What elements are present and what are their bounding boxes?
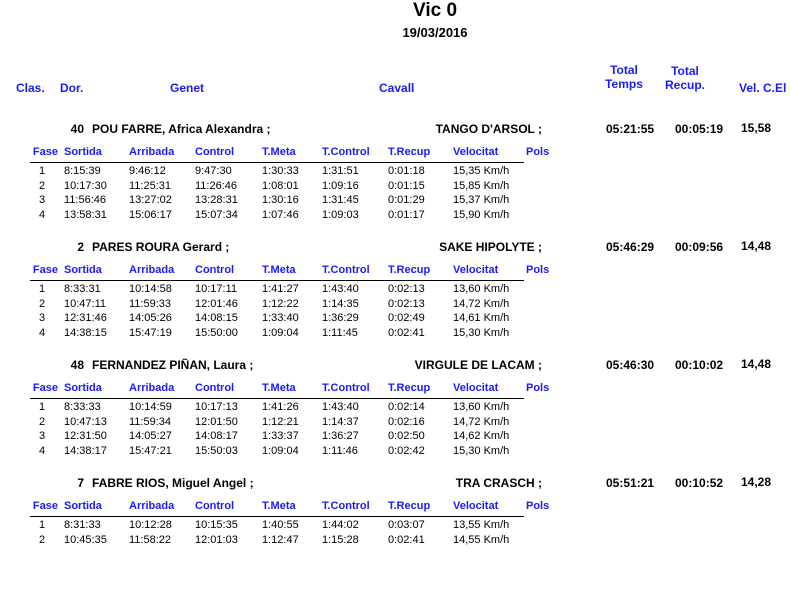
phase-cell: 13:27:02 bbox=[129, 194, 172, 206]
phase-cell: 10:45:35 bbox=[64, 533, 107, 546]
phase-header-tcontrol: T.Control bbox=[322, 264, 370, 276]
phase-cell: 0:03:07 bbox=[388, 519, 425, 531]
phase-header-fase: Fase bbox=[32, 382, 58, 394]
col-total-recup-line2: Recup. bbox=[664, 78, 705, 92]
phase-cell: 10:12:28 bbox=[129, 519, 172, 531]
phase-cell: 14:05:27 bbox=[129, 430, 172, 442]
phase-cell: 1:14:37 bbox=[322, 415, 359, 428]
phase-cell: 1:09:16 bbox=[322, 179, 359, 192]
phase-cell: 15:07:34 bbox=[195, 208, 238, 221]
phase-cell: 1:31:45 bbox=[322, 194, 359, 206]
phase-cell: 0:02:14 bbox=[388, 401, 425, 413]
phase-cell: 1:43:40 bbox=[322, 401, 359, 413]
total-recup: 00:10:52 bbox=[675, 476, 724, 490]
phase-cell: 1 bbox=[38, 283, 46, 295]
phase-header-rule bbox=[30, 398, 524, 399]
phase-cell: 1:07:46 bbox=[262, 208, 299, 221]
phase-header-fase: Fase bbox=[32, 500, 58, 512]
phase-cell: 10:17:11 bbox=[195, 283, 238, 295]
phase-cell: 3 bbox=[38, 194, 46, 206]
phase-cell: 1:09:04 bbox=[262, 326, 299, 339]
col-total-recup bbox=[659, 64, 711, 92]
phase-cell: 1:15:28 bbox=[322, 533, 359, 546]
phase-header-rule bbox=[30, 280, 524, 281]
rider-name: PARES ROURA Gerard ; bbox=[92, 240, 230, 254]
phase-cell: 0:02:41 bbox=[388, 326, 425, 339]
horse-name: VIRGULE DE LACAM ; bbox=[414, 358, 542, 372]
phase-cell: 2 bbox=[38, 297, 46, 310]
phase-cell: 1:31:51 bbox=[322, 165, 359, 177]
phase-header-tmeta: T.Meta bbox=[262, 382, 296, 394]
phase-header-pols: Pols bbox=[526, 500, 550, 512]
phase-header-velocitat: Velocitat bbox=[453, 382, 499, 394]
col-total-temps bbox=[598, 63, 650, 91]
phase-cell: 1:41:27 bbox=[262, 283, 299, 295]
col-dor: Dor. bbox=[60, 81, 84, 95]
phase-cell: 11:25:31 bbox=[129, 179, 172, 192]
phase-header-trecup: T.Recup bbox=[388, 500, 431, 512]
phase-header-control: Control bbox=[195, 264, 235, 276]
rider-name: POU FARRE, Africa Alexandra ; bbox=[92, 122, 271, 136]
phase-cell: 1 bbox=[38, 165, 46, 177]
phase-cell: 8:33:31 bbox=[64, 283, 101, 295]
phase-cell: 15:50:03 bbox=[195, 444, 238, 457]
phase-cell: 15,30 Km/h bbox=[453, 444, 510, 457]
phase-cell: 15:50:00 bbox=[195, 326, 238, 339]
phase-cell: 1:14:35 bbox=[322, 297, 359, 310]
phase-header-tcontrol: T.Control bbox=[322, 382, 370, 394]
phase-header-sortida: Sortida bbox=[64, 264, 102, 276]
col-clas: Clas. bbox=[16, 81, 45, 95]
total-recup: 00:10:02 bbox=[675, 358, 724, 372]
phase-cell: 9:47:30 bbox=[195, 165, 232, 177]
phase-cell: 14:38:17 bbox=[64, 444, 107, 457]
phase-cell: 15:06:17 bbox=[129, 208, 172, 221]
phase-header-velocitat: Velocitat bbox=[453, 146, 499, 158]
phase-header-pols: Pols bbox=[526, 264, 550, 276]
phase-cell: 8:31:33 bbox=[64, 519, 101, 531]
phase-header-pols: Pols bbox=[526, 146, 550, 158]
report-title: Vic 0 bbox=[412, 0, 458, 21]
phase-cell: 1:43:40 bbox=[322, 283, 359, 295]
phase-cell: 10:17:13 bbox=[195, 401, 238, 413]
phase-cell: 0:02:50 bbox=[388, 430, 425, 442]
phase-cell: 15,37 Km/h bbox=[453, 194, 510, 206]
phase-cell: 15:47:21 bbox=[129, 444, 172, 457]
phase-cell: 0:02:41 bbox=[388, 533, 425, 546]
phase-header-arribada: Arribada bbox=[129, 264, 175, 276]
phase-header-fase: Fase bbox=[32, 146, 58, 158]
phase-cell: 12:01:03 bbox=[195, 533, 238, 546]
horse-name: TRA CRASCH ; bbox=[455, 476, 542, 490]
phase-cell: 15,90 Km/h bbox=[453, 208, 510, 221]
total-recup: 00:05:19 bbox=[675, 122, 724, 136]
phase-cell: 15,35 Km/h bbox=[453, 165, 510, 177]
average-speed: 14,48 bbox=[741, 239, 772, 253]
phase-header-trecup: T.Recup bbox=[388, 264, 431, 276]
phase-cell: 14:08:17 bbox=[195, 430, 238, 442]
phase-cell: 8:15:39 bbox=[64, 165, 101, 177]
rider-name: FABRE RIOS, Miguel Angel ; bbox=[92, 476, 254, 490]
phase-cell: 2 bbox=[38, 533, 46, 546]
col-total-recup-line1: Total bbox=[671, 64, 699, 78]
phase-cell: 4 bbox=[38, 208, 46, 221]
phase-cell: 1:36:27 bbox=[322, 430, 359, 442]
phase-header-rule bbox=[30, 516, 524, 517]
phase-cell: 10:47:11 bbox=[64, 297, 107, 310]
col-genet: Genet bbox=[170, 81, 205, 95]
phase-cell: 9:46:12 bbox=[129, 165, 166, 177]
average-speed: 14,48 bbox=[741, 357, 772, 371]
phase-header-control: Control bbox=[195, 500, 235, 512]
phase-cell: 14,61 Km/h bbox=[453, 312, 510, 324]
phase-cell: 1:11:45 bbox=[322, 326, 358, 339]
total-time: 05:46:30 bbox=[606, 358, 655, 372]
phase-cell: 1:33:37 bbox=[262, 430, 299, 442]
phase-cell: 4 bbox=[38, 444, 46, 457]
phase-cell: 15,85 Km/h bbox=[453, 179, 510, 192]
phase-cell: 1:40:55 bbox=[262, 519, 299, 531]
col-total-temps-line1: Total bbox=[610, 63, 638, 77]
report-date: 19/03/2016 bbox=[402, 25, 468, 40]
phase-cell: 13:28:31 bbox=[195, 194, 238, 206]
average-speed: 15,58 bbox=[741, 121, 772, 135]
phase-cell: 1:09:04 bbox=[262, 444, 299, 457]
phase-header-tmeta: T.Meta bbox=[262, 146, 296, 158]
phase-cell: 0:02:13 bbox=[388, 297, 425, 310]
rider-name: FERNANDEZ PIÑAN, Laura ; bbox=[92, 358, 254, 372]
phase-header-tcontrol: T.Control bbox=[322, 146, 370, 158]
dorsal-number: 48 bbox=[70, 358, 84, 372]
phase-cell: 0:02:42 bbox=[388, 444, 425, 457]
phase-header-control: Control bbox=[195, 146, 235, 158]
phase-cell: 15,30 Km/h bbox=[453, 326, 510, 339]
phase-cell: 1:41:26 bbox=[262, 401, 299, 413]
dorsal-number: 2 bbox=[77, 240, 84, 254]
phase-header-tmeta: T.Meta bbox=[262, 500, 296, 512]
phase-header-sortida: Sortida bbox=[64, 146, 102, 158]
average-speed: 14,28 bbox=[741, 475, 772, 489]
phase-cell: 14:08:15 bbox=[195, 312, 238, 324]
phase-header-rule bbox=[30, 162, 524, 163]
phase-header-pols: Pols bbox=[526, 382, 550, 394]
phase-header-trecup: T.Recup bbox=[388, 382, 431, 394]
phase-header-sortida: Sortida bbox=[64, 500, 102, 512]
phase-cell: 12:31:50 bbox=[64, 430, 107, 442]
phase-cell: 2 bbox=[38, 415, 46, 428]
phase-cell: 12:31:46 bbox=[64, 312, 107, 324]
phase-cell: 1:44:02 bbox=[322, 519, 359, 531]
phase-cell: 13:58:31 bbox=[64, 208, 107, 221]
phase-cell: 13,60 Km/h bbox=[453, 401, 510, 413]
phase-cell: 8:33:33 bbox=[64, 401, 101, 413]
total-time: 05:21:55 bbox=[606, 122, 655, 136]
phase-cell: 4 bbox=[38, 326, 46, 339]
phase-cell: 11:56:46 bbox=[64, 194, 107, 206]
phase-header-arribada: Arribada bbox=[129, 500, 175, 512]
phase-cell: 1 bbox=[38, 519, 46, 531]
phase-cell: 1:12:21 bbox=[262, 415, 299, 428]
phase-cell: 11:59:33 bbox=[129, 297, 172, 310]
col-cavall: Cavall bbox=[379, 81, 415, 95]
total-recup: 00:09:56 bbox=[675, 240, 724, 254]
phase-cell: 1:30:33 bbox=[262, 165, 299, 177]
phase-cell: 1:11:46 bbox=[322, 444, 358, 457]
horse-name: TANGO D'ARSOL ; bbox=[435, 122, 542, 136]
rider-block bbox=[0, 357, 791, 475]
dorsal-number: 40 bbox=[70, 122, 84, 136]
phase-cell: 0:01:18 bbox=[388, 165, 425, 177]
phase-header-sortida: Sortida bbox=[64, 382, 102, 394]
phase-header-arribada: Arribada bbox=[129, 146, 175, 158]
dorsal-number: 7 bbox=[77, 476, 84, 490]
col-total-temps-line2: Temps bbox=[605, 77, 643, 91]
phase-cell: 13,55 Km/h bbox=[453, 519, 510, 531]
phase-header-arribada: Arribada bbox=[129, 382, 175, 394]
phase-header-control: Control bbox=[195, 382, 235, 394]
phase-cell: 12:01:46 bbox=[195, 297, 238, 310]
phase-header-velocitat: Velocitat bbox=[453, 264, 499, 276]
phase-header-velocitat: Velocitat bbox=[453, 500, 499, 512]
phase-cell: 1:09:03 bbox=[322, 208, 359, 221]
phase-cell: 0:01:29 bbox=[388, 194, 425, 206]
phase-cell: 10:14:58 bbox=[129, 283, 172, 295]
phase-cell: 1:12:47 bbox=[262, 533, 299, 546]
phase-cell: 0:01:15 bbox=[388, 179, 425, 192]
total-time: 05:51:21 bbox=[606, 476, 655, 490]
phase-cell: 10:17:30 bbox=[64, 179, 107, 192]
phase-cell: 1:08:01 bbox=[262, 179, 299, 192]
phase-cell: 11:58:22 bbox=[129, 533, 172, 546]
phase-cell: 1:30:16 bbox=[262, 194, 299, 206]
phase-cell: 10:14:59 bbox=[129, 401, 172, 413]
phase-cell: 1 bbox=[38, 401, 46, 413]
phase-cell: 14:05:26 bbox=[129, 312, 172, 324]
phase-cell: 12:01:50 bbox=[195, 415, 238, 428]
phase-cell: 2 bbox=[38, 179, 46, 192]
phase-cell: 0:02:49 bbox=[388, 312, 425, 324]
rider-block bbox=[0, 121, 791, 239]
phase-cell: 11:26:46 bbox=[195, 179, 238, 192]
phase-cell: 10:15:35 bbox=[195, 519, 238, 531]
phase-cell: 11:59:34 bbox=[129, 415, 172, 428]
phase-cell: 0:01:17 bbox=[388, 208, 425, 221]
phase-cell: 13,60 Km/h bbox=[453, 283, 510, 295]
phase-cell: 3 bbox=[38, 430, 46, 442]
rider-block bbox=[0, 239, 791, 357]
horse-name: SAKE HIPOLYTE ; bbox=[439, 240, 542, 254]
phase-cell: 0:02:16 bbox=[388, 415, 425, 428]
phase-cell: 1:36:29 bbox=[322, 312, 359, 324]
phase-cell: 14,72 Km/h bbox=[453, 415, 510, 428]
total-time: 05:46:29 bbox=[606, 240, 655, 254]
phase-header-fase: Fase bbox=[32, 264, 58, 276]
phase-cell: 3 bbox=[38, 312, 46, 324]
phase-cell: 10:47:13 bbox=[64, 415, 107, 428]
phase-cell: 1:12:22 bbox=[262, 297, 299, 310]
col-vel: Vel. C.El bbox=[739, 81, 787, 95]
phase-cell: 14,62 Km/h bbox=[453, 430, 510, 442]
phase-cell: 15:47:19 bbox=[129, 326, 172, 339]
rider-block bbox=[0, 475, 791, 593]
phase-header-tmeta: T.Meta bbox=[262, 264, 296, 276]
phase-cell: 1:33:40 bbox=[262, 312, 299, 324]
phase-header-tcontrol: T.Control bbox=[322, 500, 370, 512]
phase-cell: 0:02:13 bbox=[388, 283, 425, 295]
phase-cell: 14:38:15 bbox=[64, 326, 107, 339]
phase-header-trecup: T.Recup bbox=[388, 146, 431, 158]
phase-cell: 14,72 Km/h bbox=[453, 297, 510, 310]
phase-cell: 14,55 Km/h bbox=[453, 533, 510, 546]
